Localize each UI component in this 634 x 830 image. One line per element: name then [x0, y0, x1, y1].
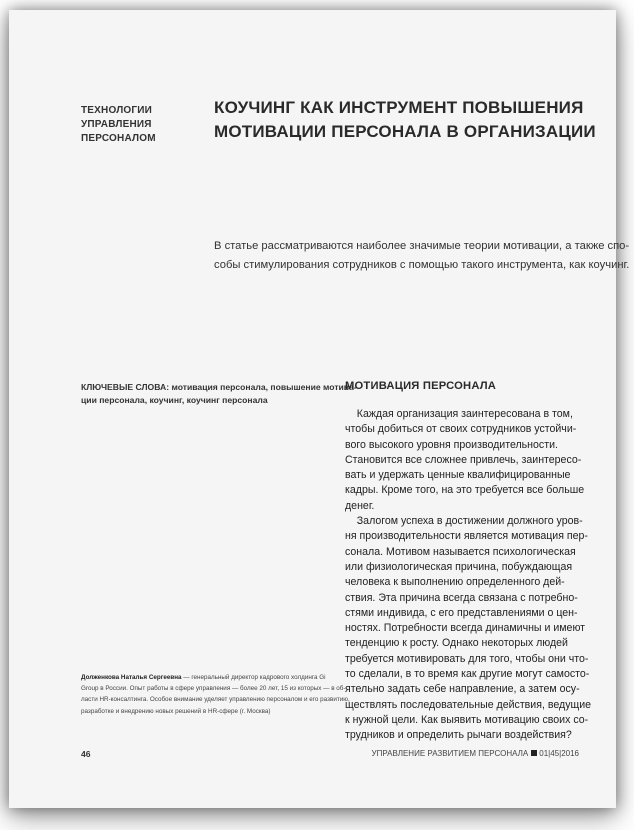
square-bullet-icon: [531, 750, 537, 756]
body-line: ществлять последовательные действия, ведущие: [345, 698, 592, 711]
body-line: стями индивида, с его представлениями о цен-: [345, 606, 578, 619]
article-title: [214, 96, 596, 144]
abstract-line: собы стимулирования сотрудников с помощью такого инструмента, как коучинг.: [214, 259, 630, 271]
body-line: Каждая организация заинтересована в том,: [345, 408, 573, 420]
body-line: к нужной цели. Как выявить мотивацию своих со-: [345, 713, 589, 726]
body-line: Становится все сложнее привлечь, заинтересо-: [345, 453, 582, 466]
body-line: чтобы добиться от своих сотрудников устойчи-: [345, 423, 577, 436]
author-bio-line: разработке и внедрению новых решений в HR-сфере (г. Москва): [81, 707, 271, 715]
body-line: то сделали, в то время как другие могут самосто-: [345, 668, 590, 681]
body-line: или физиологическая причина, побуждающая: [345, 560, 573, 573]
section-heading: МОТИВАЦИЯ ПЕРСОНАЛА: [345, 380, 497, 392]
article-title-line: КОУЧИНГ КАК ИНСТРУМЕНТ ПОВЫШЕНИЯ: [214, 98, 584, 117]
author-bio-line: Group в России. Опыт работы в сфере управления — более 20 лет, 15 из которых — в об-: [81, 685, 346, 693]
page-number: 46: [81, 749, 91, 759]
section-label-line: ПЕРСОНАЛОМ: [81, 133, 156, 144]
body-line: кадры. Кроме того, на это требуется все больше: [345, 484, 585, 497]
section-label-line: УПРАВЛЕНИЯ: [81, 119, 152, 130]
body-line: денег.: [345, 499, 375, 512]
keywords-line: КЛЮЧЕВЫЕ СЛОВА: мотивация персонала, повышение мотива-: [81, 382, 357, 392]
author-bio-line: ласти HR-консалтинга. Особое внимание уделяет управлению персоналом и его развитию,: [81, 696, 350, 704]
author-bio: [81, 672, 350, 717]
keywords: [81, 381, 357, 407]
body-line: Залогом успеха в достижении должного уров-: [345, 515, 583, 528]
article-title-line: МОТИВАЦИИ ПЕРСОНАЛА В ОРГАНИЗАЦИИ: [214, 122, 596, 141]
author-name: Долженкова Наталья Сергеевна: [81, 674, 182, 681]
abstract-line: В статье рассматриваются наиболее значимые теории мотивации, а также спо-: [214, 240, 630, 252]
body-line: человека к выполнению определенного дей-: [345, 576, 565, 589]
body-line: ностях. Потребности всегда динамичны и имеют: [345, 622, 586, 635]
body-line: требуется мотивировать для того, чтобы они что-: [345, 652, 589, 665]
body-line: трудников и определить рычаги воздействия?: [345, 729, 572, 742]
body-line: сонала. Мотивом называется психологическая: [345, 545, 576, 558]
body-text: [345, 407, 593, 744]
abstract: [214, 237, 630, 275]
magazine-page: [9, 10, 630, 808]
section-label-line: ТЕХНОЛОГИИ: [81, 105, 153, 116]
journal-issue: 01|45|2016: [539, 749, 579, 758]
body-line: ня производительности является мотивация пер-: [345, 530, 588, 543]
body-line: вать и удержать ценные квалифицированные: [345, 469, 571, 482]
body-line: ятельно задать себе направление, а затем осу-: [345, 683, 580, 696]
section-label: [81, 104, 156, 146]
keywords-line: ции персонала, коучинг, коучинг персонала: [81, 395, 268, 405]
author-bio-line: Долженкова Наталья Сергеевна — генеральный директор кадрового холдинга Gi: [81, 674, 326, 681]
journal-footer: [372, 749, 580, 758]
body-line: тенденцию к росту. Однако некоторых людей: [345, 637, 568, 650]
journal-name: УПРАВЛЕНИЕ РАЗВИТИЕМ ПЕРСОНАЛА: [371, 749, 529, 758]
body-line: ствия. Эта причина всегда связана с потребно-: [345, 591, 578, 604]
body-line: вого высокого уровня производительности.: [345, 438, 558, 451]
